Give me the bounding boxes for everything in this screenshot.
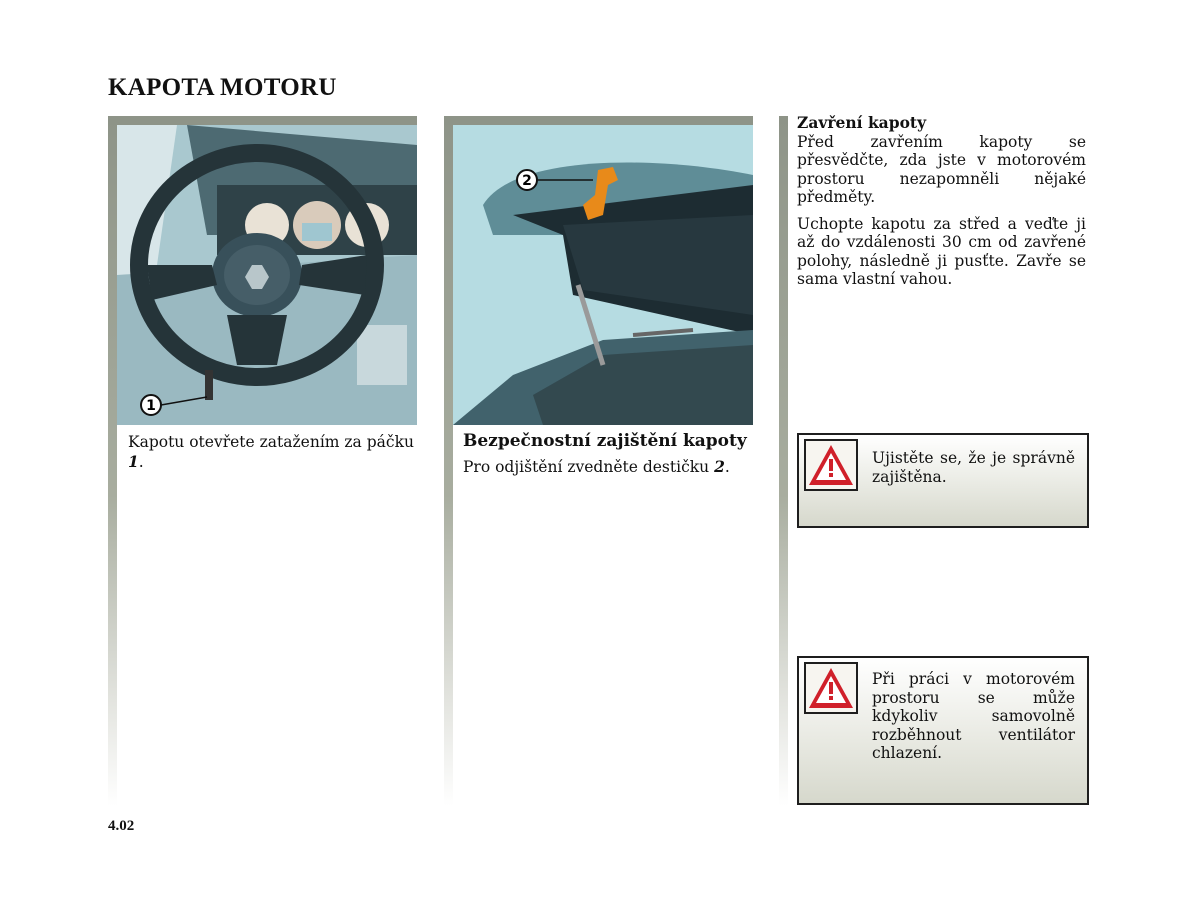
column-1-bar — [108, 116, 117, 806]
column-2-bar — [444, 116, 453, 806]
callout-2: 2 — [522, 173, 532, 189]
open-hood-illustration — [453, 125, 753, 425]
caption-text: Kapotu otevřete zatažením za páčku — [128, 433, 414, 451]
warning-triangle-icon — [804, 662, 858, 714]
page-number: 4.02 — [108, 818, 135, 834]
column-3-bar — [779, 116, 788, 806]
warning-text-2: Při práci v motorovém prostoru se může kdykoliv samovolně rozběhnout ventilátor chlazení. — [872, 670, 1075, 762]
safety-catch-text-body: Pro odjištění zvedněte destičku — [463, 458, 715, 476]
safety-catch-reference: 2 — [714, 457, 725, 476]
column-1-caption — [128, 432, 418, 472]
safety-catch-period: . — [724, 458, 730, 476]
column-1-top-bar — [108, 116, 417, 125]
closing-heading: Zavření kapoty — [797, 113, 927, 132]
closing-paragraph-2: Uchopte kapotu za střed a veďte ji až do vzdálenosti 30 cm od zavřené polohy, následně ji pusťte. Zavře se sama vlastní vahou. — [797, 214, 1086, 288]
warning-box-1 — [797, 433, 1089, 528]
caption-reference: 1 — [128, 452, 139, 471]
safety-catch-heading: Bezpečnostní zajištění kapoty — [463, 431, 747, 451]
caption-period: . — [138, 453, 144, 471]
closing-paragraph-1: Před zavřením kapoty se přesvědčte, zda jste v motorovém prostoru nezapomněli nějaké předměty. — [797, 132, 1086, 206]
steering-wheel-figure — [117, 125, 417, 425]
open-hood-figure — [453, 125, 753, 425]
page-title: KAPOTA MOTORU — [108, 74, 337, 101]
warning-box-2 — [797, 656, 1089, 805]
warning-text-1: Ujistěte se, že je správně zajištěna. — [872, 449, 1075, 486]
safety-catch-text — [463, 457, 753, 477]
steering-wheel-illustration — [117, 125, 417, 425]
column-2-top-bar — [444, 116, 753, 125]
closing-section — [797, 114, 1086, 289]
warning-triangle-icon — [804, 439, 858, 491]
callout-1: 1 — [146, 398, 156, 414]
